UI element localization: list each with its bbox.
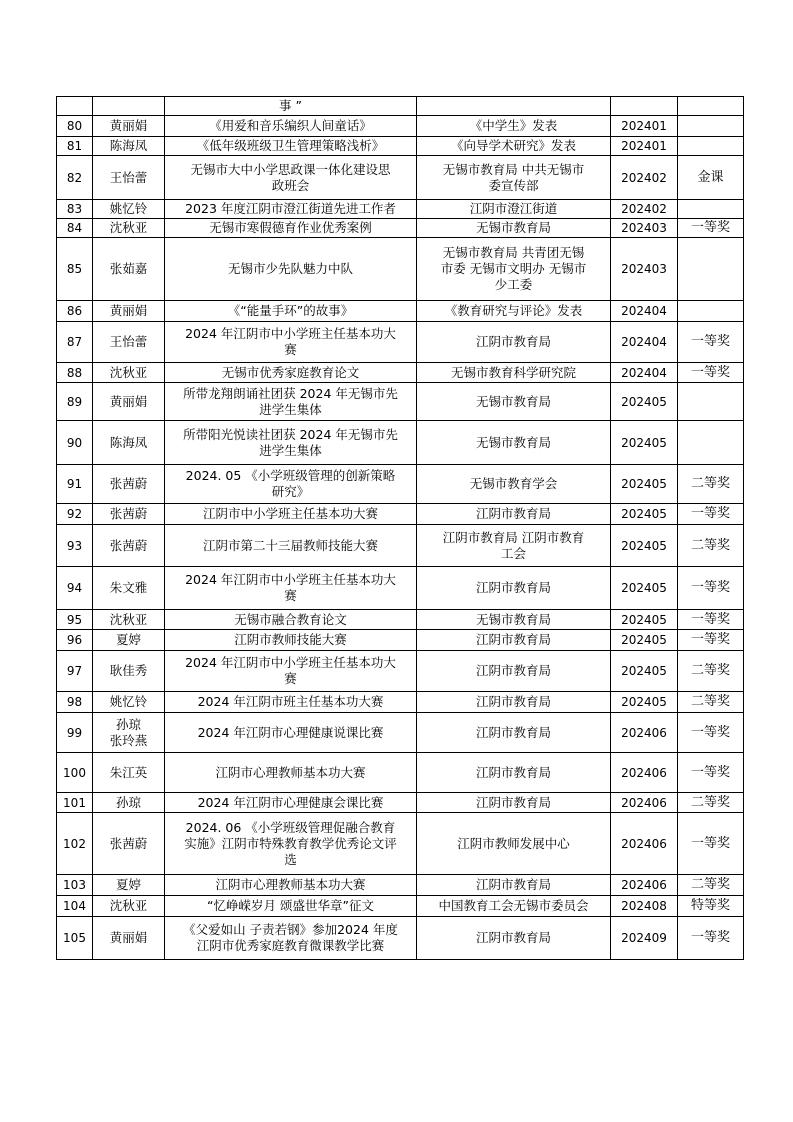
award-title-cell: 江阴市心理教师基本功大赛	[165, 753, 417, 793]
teacher-name-cell: 黄丽娟	[93, 917, 165, 960]
table-row	[57, 896, 744, 917]
issuing-organization-cell: 江阴市教育局	[417, 793, 611, 813]
table-row	[57, 813, 744, 875]
award-date-cell	[611, 97, 678, 116]
award-title-cell: 《“能量手环”的故事》	[165, 301, 417, 322]
issuing-organization-cell: 中国教育工会无锡市委员会	[417, 896, 611, 917]
table-row	[57, 875, 744, 896]
award-title-cell: 无锡市融合教育论文	[165, 610, 417, 630]
issuing-organization-cell: 江阴市教师发展中心	[417, 813, 611, 875]
award-date-cell: 202402	[611, 200, 678, 219]
award-level-cell	[678, 301, 744, 322]
issuing-organization-cell: 无锡市教育局 中共无锡市 委宣传部	[417, 156, 611, 200]
issuing-organization-cell: 江阴市教育局	[417, 630, 611, 651]
award-date-cell: 202404	[611, 301, 678, 322]
row-number-cell: 100	[57, 753, 93, 793]
teacher-name-cell: 张茹嘉	[93, 238, 165, 301]
award-date-cell: 202406	[611, 793, 678, 813]
award-level-cell: 一等奖	[678, 363, 744, 383]
row-number-cell: 99	[57, 713, 93, 753]
teacher-name-cell: 王怡蕾	[93, 156, 165, 200]
award-date-cell: 202403	[611, 219, 678, 238]
award-level-cell: 一等奖	[678, 504, 744, 525]
award-title-cell: 所带龙翔朗诵社团获 2024 年无锡市先 进学生集体	[165, 383, 417, 421]
table-row	[57, 525, 744, 567]
award-date-cell: 202401	[611, 137, 678, 156]
teacher-name-cell: 夏婷	[93, 630, 165, 651]
row-number-cell	[57, 97, 93, 116]
row-number-cell: 81	[57, 137, 93, 156]
award-level-cell: 一等奖	[678, 219, 744, 238]
issuing-organization-cell: 无锡市教育学会	[417, 465, 611, 504]
row-number-cell: 86	[57, 301, 93, 322]
award-title-cell: 2024 年江阴市心理健康会课比赛	[165, 793, 417, 813]
row-number-cell: 89	[57, 383, 93, 421]
award-date-cell: 202405	[611, 567, 678, 610]
award-title-cell: 2023 年度江阴市澄江街道先进工作者	[165, 200, 417, 219]
teacher-name-cell: 黄丽娟	[93, 383, 165, 421]
teacher-name-cell: 沈秋亚	[93, 363, 165, 383]
teacher-name-cell: 夏婷	[93, 875, 165, 896]
row-number-cell: 93	[57, 525, 93, 567]
issuing-organization-cell: 江阴市教育局	[417, 567, 611, 610]
award-date-cell: 202404	[611, 363, 678, 383]
row-number-cell: 102	[57, 813, 93, 875]
award-title-cell: 事 ”	[165, 97, 417, 116]
table-row	[57, 567, 744, 610]
issuing-organization-cell: 江阴市教育局 江阴市教育 工会	[417, 525, 611, 567]
table-row	[57, 219, 744, 238]
award-date-cell: 202405	[611, 465, 678, 504]
award-title-cell: 2024 年江阴市中小学班主任基本功大 赛	[165, 322, 417, 363]
award-title-cell: 所带阳光悦读社团获 2024 年无锡市先 进学生集体	[165, 421, 417, 465]
award-level-cell	[678, 421, 744, 465]
table-row	[57, 156, 744, 200]
issuing-organization-cell: 江阴市教育局	[417, 753, 611, 793]
issuing-organization-cell: 无锡市教育局	[417, 383, 611, 421]
row-number-cell: 94	[57, 567, 93, 610]
issuing-organization-cell: 江阴市教育局	[417, 875, 611, 896]
teacher-name-cell: 陈海凤	[93, 137, 165, 156]
issuing-organization-cell: 《教育研究与评论》发表	[417, 301, 611, 322]
award-level-cell: 一等奖	[678, 713, 744, 753]
table-row	[57, 200, 744, 219]
row-number-cell: 84	[57, 219, 93, 238]
award-date-cell: 202405	[611, 651, 678, 692]
row-number-cell: 104	[57, 896, 93, 917]
issuing-organization-cell: 无锡市教育局	[417, 610, 611, 630]
award-level-cell: 二等奖	[678, 525, 744, 567]
table-row	[57, 651, 744, 692]
award-date-cell: 202402	[611, 156, 678, 200]
teacher-name-cell: 王怡蕾	[93, 322, 165, 363]
issuing-organization-cell: 《中学生》发表	[417, 116, 611, 137]
award-date-cell: 202406	[611, 875, 678, 896]
row-number-cell: 83	[57, 200, 93, 219]
award-date-cell: 202405	[611, 630, 678, 651]
award-date-cell: 202405	[611, 504, 678, 525]
table-row	[57, 504, 744, 525]
teacher-name-cell: 陈海凤	[93, 421, 165, 465]
awards-table	[56, 96, 744, 960]
teacher-name-cell	[93, 97, 165, 116]
issuing-organization-cell: 江阴市澄江街道	[417, 200, 611, 219]
teacher-name-cell: 朱文雅	[93, 567, 165, 610]
issuing-organization-cell: 江阴市教育局	[417, 651, 611, 692]
award-level-cell: 二等奖	[678, 875, 744, 896]
award-title-cell: 2024 年江阴市心理健康说课比赛	[165, 713, 417, 753]
award-date-cell: 202405	[611, 610, 678, 630]
row-number-cell: 91	[57, 465, 93, 504]
award-level-cell: 一等奖	[678, 917, 744, 960]
table-row	[57, 793, 744, 813]
issuing-organization-cell: 江阴市教育局	[417, 504, 611, 525]
award-date-cell: 202406	[611, 713, 678, 753]
issuing-organization-cell: 江阴市教育局	[417, 322, 611, 363]
row-number-cell: 98	[57, 692, 93, 713]
row-number-cell: 80	[57, 116, 93, 137]
table-row	[57, 421, 744, 465]
table-row	[57, 692, 744, 713]
issuing-organization-cell: 江阴市教育局	[417, 692, 611, 713]
table-row	[57, 713, 744, 753]
award-title-cell: 《低年级班级卫生管理策略浅析》	[165, 137, 417, 156]
award-title-cell: 江阴市教师技能大赛	[165, 630, 417, 651]
table-row	[57, 137, 744, 156]
award-title-cell: “忆峥嵘岁月 颂盛世华章”征文	[165, 896, 417, 917]
award-date-cell: 202401	[611, 116, 678, 137]
award-title-cell: 无锡市寒假德育作业优秀案例	[165, 219, 417, 238]
awards-table-body	[57, 97, 744, 960]
award-date-cell: 202405	[611, 421, 678, 465]
issuing-organization-cell: 无锡市教育科学研究院	[417, 363, 611, 383]
table-row	[57, 301, 744, 322]
teacher-name-cell: 姚忆铃	[93, 692, 165, 713]
teacher-name-cell: 张茜蔚	[93, 525, 165, 567]
award-title-cell: 2024 年江阴市班主任基本功大赛	[165, 692, 417, 713]
teacher-name-cell: 张茜蔚	[93, 813, 165, 875]
award-level-cell	[678, 97, 744, 116]
teacher-name-cell: 沈秋亚	[93, 896, 165, 917]
award-level-cell: 特等奖	[678, 896, 744, 917]
table-row	[57, 383, 744, 421]
award-title-cell: 无锡市优秀家庭教育论文	[165, 363, 417, 383]
award-level-cell	[678, 137, 744, 156]
award-date-cell: 202406	[611, 813, 678, 875]
table-row	[57, 97, 744, 116]
issuing-organization-cell: 《向导学术研究》发表	[417, 137, 611, 156]
row-number-cell: 87	[57, 322, 93, 363]
award-level-cell	[678, 116, 744, 137]
table-row	[57, 363, 744, 383]
award-date-cell: 202408	[611, 896, 678, 917]
table-row	[57, 116, 744, 137]
row-number-cell: 96	[57, 630, 93, 651]
table-row	[57, 753, 744, 793]
award-title-cell: 《父爱如山 子责若钢》参加2024 年度 江阴市优秀家庭教育微课教学比赛	[165, 917, 417, 960]
table-row	[57, 238, 744, 301]
issuing-organization-cell: 江阴市教育局	[417, 713, 611, 753]
award-date-cell: 202403	[611, 238, 678, 301]
table-row	[57, 917, 744, 960]
issuing-organization-cell: 无锡市教育局	[417, 219, 611, 238]
award-title-cell: 江阴市第二十三届教师技能大赛	[165, 525, 417, 567]
award-level-cell: 一等奖	[678, 610, 744, 630]
award-title-cell: 江阴市心理教师基本功大赛	[165, 875, 417, 896]
teacher-name-cell: 黄丽娟	[93, 301, 165, 322]
row-number-cell: 85	[57, 238, 93, 301]
row-number-cell: 82	[57, 156, 93, 200]
award-title-cell: 2024. 05 《小学班级管理的创新策略 研究》	[165, 465, 417, 504]
award-title-cell: 无锡市少先队魅力中队	[165, 238, 417, 301]
row-number-cell: 90	[57, 421, 93, 465]
row-number-cell: 92	[57, 504, 93, 525]
award-level-cell: 一等奖	[678, 322, 744, 363]
award-title-cell: 2024. 06 《小学班级管理促融合教育 实施》江阴市特殊教育教学优秀论文评 选	[165, 813, 417, 875]
award-level-cell	[678, 383, 744, 421]
teacher-name-cell: 沈秋亚	[93, 219, 165, 238]
award-date-cell: 202406	[611, 753, 678, 793]
teacher-name-cell: 孙琼 张玲燕	[93, 713, 165, 753]
teacher-name-cell: 沈秋亚	[93, 610, 165, 630]
award-title-cell: 2024 年江阴市中小学班主任基本功大 赛	[165, 651, 417, 692]
row-number-cell: 105	[57, 917, 93, 960]
award-date-cell: 202405	[611, 525, 678, 567]
teacher-name-cell: 黄丽娟	[93, 116, 165, 137]
award-title-cell: 《用爱和音乐编织人间童话》	[165, 116, 417, 137]
issuing-organization-cell: 无锡市教育局	[417, 421, 611, 465]
teacher-name-cell: 张茜蔚	[93, 465, 165, 504]
award-date-cell: 202409	[611, 917, 678, 960]
award-level-cell: 二等奖	[678, 692, 744, 713]
award-level-cell: 二等奖	[678, 793, 744, 813]
award-title-cell: 无锡市大中小学思政课一体化建设思 政班会	[165, 156, 417, 200]
teacher-name-cell: 耿佳秀	[93, 651, 165, 692]
award-title-cell: 江阴市中小学班主任基本功大赛	[165, 504, 417, 525]
award-level-cell: 一等奖	[678, 753, 744, 793]
award-date-cell: 202404	[611, 322, 678, 363]
award-level-cell: 金课	[678, 156, 744, 200]
issuing-organization-cell	[417, 97, 611, 116]
row-number-cell: 101	[57, 793, 93, 813]
row-number-cell: 97	[57, 651, 93, 692]
issuing-organization-cell: 江阴市教育局	[417, 917, 611, 960]
award-level-cell: 一等奖	[678, 813, 744, 875]
award-date-cell: 202405	[611, 383, 678, 421]
award-title-cell: 2024 年江阴市中小学班主任基本功大 赛	[165, 567, 417, 610]
award-date-cell: 202405	[611, 692, 678, 713]
row-number-cell: 88	[57, 363, 93, 383]
teacher-name-cell: 朱江英	[93, 753, 165, 793]
teacher-name-cell: 张茜蔚	[93, 504, 165, 525]
award-level-cell: 一等奖	[678, 567, 744, 610]
award-level-cell: 一等奖	[678, 630, 744, 651]
award-level-cell: 二等奖	[678, 651, 744, 692]
award-level-cell	[678, 200, 744, 219]
teacher-name-cell: 孙琼	[93, 793, 165, 813]
table-row	[57, 610, 744, 630]
issuing-organization-cell: 无锡市教育局 共青团无锡 市委 无锡市文明办 无锡市 少工委	[417, 238, 611, 301]
row-number-cell: 95	[57, 610, 93, 630]
award-level-cell	[678, 238, 744, 301]
row-number-cell: 103	[57, 875, 93, 896]
teacher-name-cell: 姚忆铃	[93, 200, 165, 219]
table-row	[57, 465, 744, 504]
table-row	[57, 630, 744, 651]
award-level-cell: 二等奖	[678, 465, 744, 504]
table-row	[57, 322, 744, 363]
